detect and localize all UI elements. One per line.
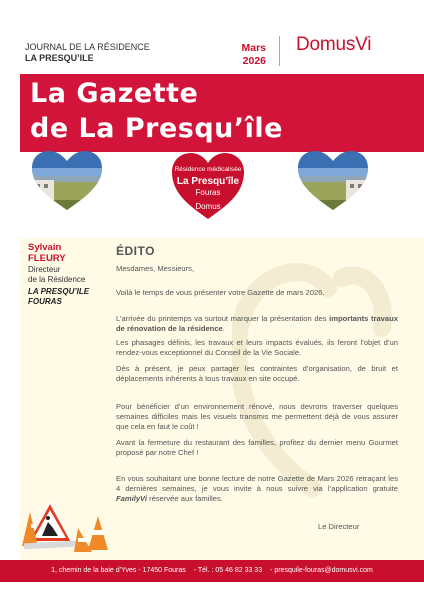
edito-signature: Le Directeur [318, 522, 360, 531]
edito-paragraph [116, 314, 398, 334]
edito-text: L’arrivée du printemps va surtout marquer la présentation des [116, 314, 330, 323]
role-line-1: Directeur [28, 265, 61, 274]
edito-title: ÉDITO [116, 244, 155, 258]
edito-paragraph: Avant la fermeture du restaurant des familles, profitez du dernier menu Gourmet proposé par notre Chef ! [116, 438, 398, 457]
badge-logo: Domus [195, 202, 221, 211]
title-line-2: de La Presqu’île [30, 113, 283, 144]
edito-text: En vous souhaitant une bonne lecture de notre Gazette de Mars 2026 retraçant les 4 dernières semaines, je vous invite à nous suivre via l’application gratuite [116, 474, 398, 493]
logo-divider [279, 36, 280, 66]
edito-paragraph: Les phasages définis, les travaux et leurs impacts évalués, ils feront l’objet d’un rendez-vous exceptionnel du Conseil de la Vie Sociale. [116, 338, 398, 357]
edito-paragraph [116, 474, 398, 503]
issue-date [226, 42, 266, 68]
journal-label [25, 42, 150, 64]
author-last-name: FLEURY [28, 253, 66, 264]
edito-text: . [222, 323, 225, 333]
edito-greeting: Mesdames, Messieurs, [116, 264, 195, 273]
author-first-name: Sylvain [28, 242, 62, 253]
domusvi-logo: DomusVi [296, 34, 372, 55]
title-line-1: La Gazette [30, 78, 199, 109]
issue-month: Mars [241, 42, 266, 54]
edito-text: réservée aux familles. [146, 493, 223, 503]
residence-photo-left [30, 150, 104, 212]
journal-line: JOURNAL DE LA RÉSIDENCE [25, 42, 150, 52]
edito-section [112, 238, 424, 560]
page-header [0, 0, 424, 72]
footer-phone: - Tél. : 05 46 82 33 33 [193, 567, 263, 574]
residence-town: FOURAS [28, 296, 62, 306]
issue-year: 2026 [242, 55, 266, 67]
edito-paragraph: Voilà le temps de vous présenter votre Gazette de mars 2026. [116, 288, 325, 297]
author-name [28, 242, 66, 264]
badge-town: Fouras [195, 188, 221, 197]
title-banner [20, 74, 424, 152]
gazette-title [30, 76, 283, 146]
edito-emphasis: importants travaux de rénovation de la résidence [116, 314, 398, 333]
footer-email: - presquile-fouras@domusvi.com [270, 567, 373, 574]
role-line-2: de la Résidence [28, 274, 86, 284]
residence-badge [170, 166, 246, 212]
residence-name: LA PRESQU’ILE [28, 287, 90, 296]
author-role [28, 265, 85, 284]
residence-photo-right [296, 150, 370, 212]
badge-name: La Presqu’île [176, 176, 240, 187]
edito-paragraph: Dès à présent, je peux partager les contraintes d’organisation, de bruit et déplacements inhérents à tous travaux en site occupé. [116, 364, 398, 383]
construction-cones-icon [20, 498, 112, 560]
contact-footer [0, 560, 424, 582]
footer-address: 1, chemin de la baie d’Yves - 17450 Fouras [51, 567, 186, 574]
familyvi-app-name: FamilyVi [116, 493, 147, 503]
badge-subtitle: Résidence médicalisée [174, 166, 242, 173]
residence-line: LA PRESQU’ILE [25, 53, 94, 63]
author-residence [28, 287, 89, 306]
edito-paragraph: Pour bénéficier d’un environnement rénové, nous devrons traverser quelques semaines difficiles mais les visuels transmis me permettent déjà de vous assurer que cela en faut le coût ! [116, 402, 398, 431]
